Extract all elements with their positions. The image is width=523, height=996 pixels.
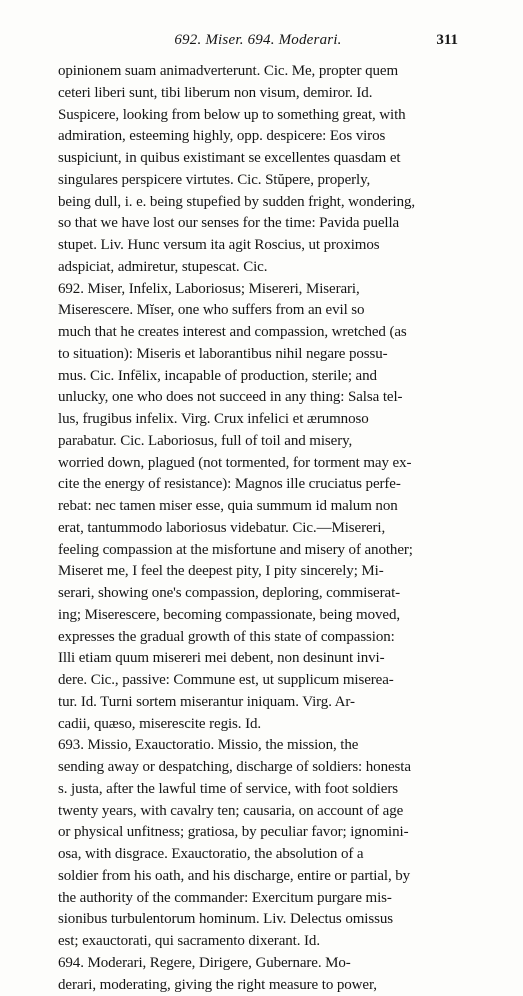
text-line: osa, with disgrace. Exauctoratio, the absolution of a xyxy=(58,844,460,866)
text-line: twenty years, with cavalry ten; causaria, on account of age xyxy=(58,801,460,823)
text-line: admiration, esteeming highly, opp. despicere: Eos viros xyxy=(58,126,460,148)
text-line: derari, moderating, giving the right measure to power, xyxy=(58,975,460,996)
text-line: Illi etiam quum misereri mei debent, non desinunt invi- xyxy=(58,648,460,670)
text-line: 694. Moderari, Regere, Dirigere, Gubernare. Mo- xyxy=(58,953,460,975)
text-line: to situation): Miseris et laborantibus nihil negare possu- xyxy=(58,344,460,366)
text-line: unlucky, one who does not succeed in any thing: Salsa tel- xyxy=(58,387,460,409)
text-line: tur. Id. Turni sortem miserantur iniquam. Virg. Ar- xyxy=(58,692,460,714)
text-line: lus, frugibus infelix. Virg. Crux infelici et ærumnoso xyxy=(58,409,460,431)
running-head: 692. Miser. 694. Moderari. xyxy=(58,32,458,49)
text-line: so that we have lost our senses for the time: Pavida puella xyxy=(58,213,460,235)
text-line: worried down, plagued (not tormented, for torment may ex- xyxy=(58,453,460,475)
text-line: erat, tantummodo laboriosus videbatur. Cic.—Misereri, xyxy=(58,518,460,540)
text-line: 692. Miser, Infelix, Laboriosus; Misereri, Miserari, xyxy=(58,279,460,301)
text-line: the authority of the commander: Exercitum purgare mis- xyxy=(58,888,460,910)
text-line: being dull, i. e. being stupefied by sudden fright, wondering, xyxy=(58,192,460,214)
text-line: adspiciat, admiretur, stupescat. Cic. xyxy=(58,257,460,279)
text-line: sending away or despatching, discharge of soldiers: honesta xyxy=(58,757,460,779)
text-line: est; exauctorati, qui sacramento dixerant. Id. xyxy=(58,931,460,953)
text-line: sionibus turbulentorum hominum. Liv. Delectus omissus xyxy=(58,909,460,931)
text-line: cite the energy of resistance): Magnos ille cruciatus perfe- xyxy=(58,474,460,496)
text-line: singulares perspicere virtutes. Cic. Stŭpere, properly, xyxy=(58,170,460,192)
text-line: serari, showing one's compassion, deploring, commiserat- xyxy=(58,583,460,605)
text-line: stupet. Liv. Hunc versum ita agit Roscius, ut proximos xyxy=(58,235,460,257)
text-line: rebat: nec tamen miser esse, quia summum id malum non xyxy=(58,496,460,518)
text-line: ing; Miserescere, becoming compassionate, being moved, xyxy=(58,605,460,627)
page-header xyxy=(58,32,458,52)
text-line: much that he creates interest and compassion, wretched (as xyxy=(58,322,460,344)
text-line: or physical unfitness; gratiosa, by peculiar favor; ignomini- xyxy=(58,822,460,844)
text-line: ceteri liberi sunt, tibi liberum non visum, demiror. Id. xyxy=(58,83,460,105)
text-line: opinionem suam animadverterunt. Cic. Me, propter quem xyxy=(58,61,460,83)
text-line: expresses the gradual growth of this state of compassion: xyxy=(58,627,460,649)
text-line: s. justa, after the lawful time of service, with foot soldiers xyxy=(58,779,460,801)
text-line: soldier from his oath, and his discharge, entire or partial, by xyxy=(58,866,460,888)
text-line: 693. Missio, Exauctoratio. Missio, the mission, the xyxy=(58,735,460,757)
text-line: mus. Cic. Infēlix, incapable of production, sterile; and xyxy=(58,366,460,388)
text-line: Miserescere. Mĭser, one who suffers from an evil so xyxy=(58,300,460,322)
text-line: dere. Cic., passive: Commune est, ut supplicum miserea- xyxy=(58,670,460,692)
text-line: Suspicere, looking from below up to something great, with xyxy=(58,105,460,127)
text-line: cadii, quæso, miserescite regis. Id. xyxy=(58,714,460,736)
page-number: 311 xyxy=(436,32,458,49)
body-text xyxy=(58,61,460,996)
text-line: suspiciunt, in quibus existimant se excellentes quasdam et xyxy=(58,148,460,170)
text-line: parabatur. Cic. Laboriosus, full of toil and misery, xyxy=(58,431,460,453)
text-line: Miseret me, I feel the deepest pity, I pity sincerely; Mi- xyxy=(58,561,460,583)
text-line: feeling compassion at the misfortune and misery of another; xyxy=(58,540,460,562)
